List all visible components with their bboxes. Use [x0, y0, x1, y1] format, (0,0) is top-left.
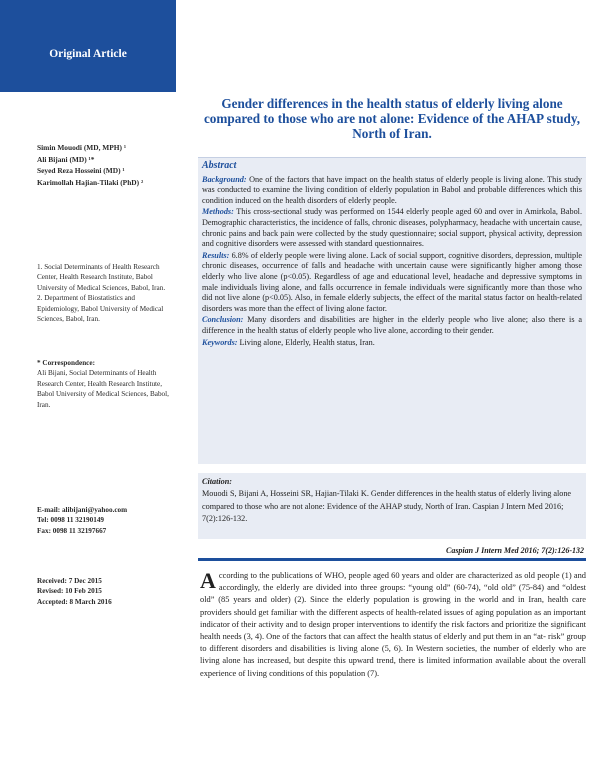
drop-cap: A: [200, 568, 216, 593]
telephone: Tel: 0098 11 32190149: [37, 516, 105, 525]
contact-info: [37, 505, 171, 536]
conclusion-label: Conclusion:: [202, 315, 244, 325]
body-text: ccording to the publications of WHO, people aged 60 years and older are characterized as old people (1) and accordingly, the elderly are divided into three groups: “young old” (60-74), “old old” (75-84) and “oldest old” (85 years and older) (2). Since the elderly population is growing in the world and in Iran, health care providers should get familiar with the different aspects of health-related issues of aging population as an important indicator of their activity and to design proper interventions to identify the risk factors and prioritize the significant health needs (3, 4). One of the factors that can affect the health status of elderly and put them in an “at- risk” group to different disorders and disabilities is living alone (5, 6). In Western societies, the number of elderly who are living alone has increased, but despite this upward trend, there is limited information available about the overall experience of living conditions of this population (7).: [200, 571, 586, 678]
body-paragraph: [200, 570, 586, 680]
results-label: Results:: [202, 250, 230, 260]
correspondence: [37, 358, 171, 410]
author-list: [37, 142, 171, 188]
author-name: Simin Mouodi (MD, MPH) ¹: [37, 143, 127, 152]
abstract-heading: Abstract: [202, 160, 237, 171]
accepted-date: Accepted: 8 March 2016: [37, 597, 112, 606]
author-name: Ali Bijani (MD) ¹*: [37, 154, 95, 164]
received-date: Received: 7 Dec 2015: [37, 577, 102, 585]
keywords-text: Living alone, Elderly, Health status, Iran.: [239, 337, 375, 347]
background-text: One of the factors that have impact on the health status of elderly people is living alone. This study was conducted to examine the living condition of elderly population in Babol and probable differences which this condition induced on the health disorders of elderly people.: [202, 174, 583, 205]
abstract-results: [202, 251, 582, 315]
article-title: Gender differences in the health status of elderly living alone compared to those who are not alone: Evidence of the AHAP study, North of Iran.: [203, 96, 581, 142]
abstract-conclusion: [202, 315, 582, 336]
article-dates: [37, 576, 171, 607]
section-divider: [198, 558, 586, 561]
fax: Fax: 0098 11 32197667: [37, 526, 107, 535]
correspondence-heading: * Correspondence:: [37, 359, 95, 367]
keywords-label: Keywords:: [202, 337, 238, 347]
article-type-banner: [0, 0, 176, 92]
sidebar: [0, 0, 176, 776]
affiliations: [37, 262, 171, 324]
citation-heading: Citation:: [202, 477, 233, 486]
results-text: 6.8% of elderly people were living alone. Lack of social support, cognitive disorders, depression, multiple chronic diseases, occurrence of falls and headache with uncertain cause were significantly higher among those elderly who live alone (p<0.05). Regardless of age and educational level, headache and depressive symptoms in male individuals living alone, and falls occurrence in female individuals were significantly more than those who did not live alone (p<0.05). Also, in female elderly subjects, the effect of the marital status factor on health-related disorders was more than the effect of living alone factor.: [202, 250, 582, 313]
conclusion-text: Many disorders and disabilities are higher in the elderly people who live alone; also there is a difference in the health status of elderly people who live alone, according to their gender.: [202, 315, 582, 335]
abstract-methods: [202, 207, 582, 249]
journal-reference: Caspian J Intern Med 2016; 7(2):126-132: [445, 546, 584, 555]
author-name: Seyed Reza Hosseini (MD) ¹: [37, 166, 125, 175]
methods-text: This cross-sectional study was performed on 1544 elderly people aged 60 and over in Amirkola, Babol. Demographic characteristics, the incidence of falls, chronic diseases, polypharmacy, headache with uncertain cause, chronic pains and back pain were collected by the study questionnaire; social support, physical activity, depression and cognitive disorders were assessed with standard questionnaires.: [202, 207, 583, 249]
background-label: Background:: [202, 174, 247, 184]
article-type: Original Article: [49, 48, 127, 60]
email[interactable]: E-mail: alibijani@yahoo.com: [37, 506, 128, 514]
abstract-background: [202, 175, 582, 207]
citation-text: Mouodi S, Bijani A, Hosseini SR, Hajian-Tilaki K. Gender differences in the health status of elderly living alone compared to those who are not alone: Evidence of the AHAP study, North of Iran. Caspian J Intern Med 2016; 7(2):126-132.: [202, 489, 572, 524]
abstract-keywords: [202, 338, 582, 349]
author-name: Karimollah Hajian-Tilaki (PhD) ²: [37, 177, 144, 187]
citation-box: [198, 473, 586, 539]
methods-label: Methods:: [202, 207, 234, 217]
revised-date: Revised: 10 Feb 2015: [37, 587, 102, 596]
affiliation: 1. Social Determinants of Health Research Center, Health Research Institute, Babol University of Medical Sciences, Babol, Iran.: [37, 263, 166, 292]
correspondence-text: Ali Bijani, Social Determinants of Health Research Center, Health Research Institute, Babol University of Medical Sciences, Babol, Iran.: [37, 369, 169, 409]
affiliation: 2. Department of Biostatistics and Epidemiology, Babol University of Medical Sciences, Babol, Iran.: [37, 294, 164, 324]
abstract-box: [198, 157, 586, 464]
